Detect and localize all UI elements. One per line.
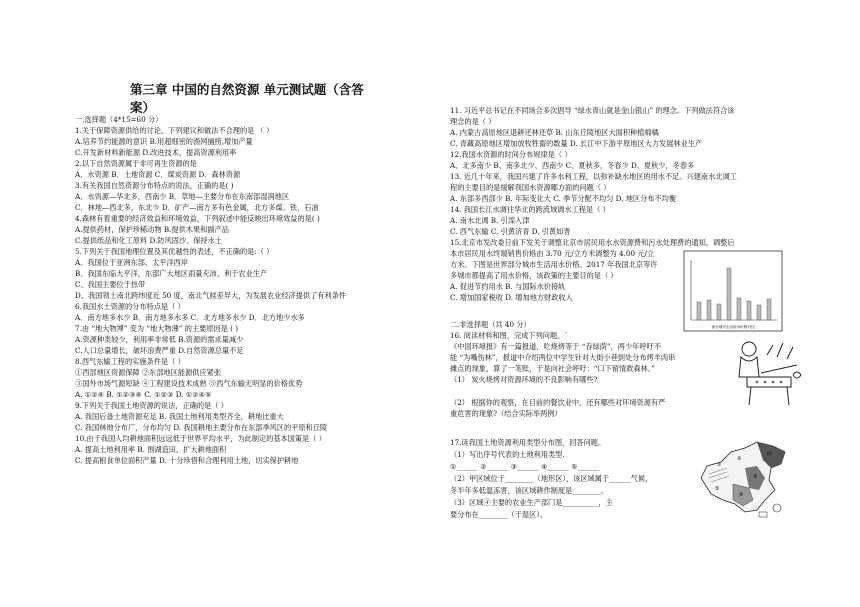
text-line: A、我国位于亚洲东部、太平洋西岸 [75, 258, 189, 267]
text-line: 17.读我国土地资源利用类型分布图，回答问题。 [450, 438, 606, 447]
text-line: C. 西气东输 C. 引黄济青 D. 引黄如晋 [450, 227, 571, 236]
text-line: 15.北京市发改委日前下发关于调整北京市居民用水水资源费和污水处理费的通知，调整后 [450, 238, 735, 247]
china-land-use-map [693, 438, 793, 520]
text-line: C.人口总量增长，破坏浪费严重 D.自然资源总量不足 [75, 346, 244, 355]
text-line: ①______ ②______ ③______ ④______ ⑤______ [450, 462, 600, 471]
text-line: 冬半年多低温冻害，该区域耕作制度是________。 [450, 486, 609, 495]
svg-text:④: ④ [739, 492, 744, 498]
svg-text:甲: 甲 [767, 452, 773, 458]
text-line: B、我国东临大平洋，东部广大地区雨量充沛，利于农业生产 [75, 269, 268, 278]
text-line: 摊点的现象，算了一笔账，于是向社会呼吁：“口下留情救森林。” [450, 364, 656, 373]
text-line: A、北多南少 B、南多北少、西南少 C、夏秋多，冬春少 D、夏秋少，冬春多 [450, 161, 695, 170]
text-line: A. 提高土地利用率 B. 围湖造田，扩大耕地面积 [75, 445, 227, 454]
text-line: A. 东部多西部少 B. 年际变化大 C. 季节分配不均匀 D. 地区分布不均衡 [450, 194, 677, 203]
text-line: C. 青藏高原地区增加放牧牲畜的数量 D. 长江中下游平原地区大力发展林业生产 [450, 139, 703, 148]
text-line: 2.以下自然资源属于非可再生资源的是 [75, 159, 197, 168]
text-line: 12.我国水资源的时间分布规律是（ ） [450, 150, 572, 159]
text-line: 13. 近几十年来，我国兴建了许多水利工程，以弥补缺水地区的用水不足。兴建南水北调工 [450, 172, 737, 181]
chart-caption: 部分城市生活用水价格对比 [711, 325, 755, 329]
text-line: A. 促进节约用水 B. 与国际水价接轨 [450, 282, 566, 291]
svg-text:③: ③ [753, 474, 758, 480]
text-line: 14. 我国长江水调往华北的跨流域调水工程是（ ） [450, 205, 610, 214]
text-line: （1）写出序号代表的土地利用类型. [450, 450, 565, 459]
text-line: 8.西气东输工程的实施条件是（ ） [75, 357, 185, 366]
text-line: 4.森林有着重要的经济效益和环境效益，下列叙述中能反映出环境效益的是( ) [75, 214, 320, 223]
text-line: 《中国环境报》有一篇报道，吃烧烤等于 “吞绿荫”，两少年呼吁不 [450, 342, 661, 351]
text-line: 16. 阅读材料和图，完成下列问题。` [450, 331, 568, 340]
text-line: （3）区域④主要的农业生产部门是__________，主 [450, 498, 613, 507]
svg-text:⑤: ⑤ [715, 486, 720, 492]
text-line: A. 内蒙古高原地区退耕还林还草 B. 山东丘陵地区大面积种植棉橘 [450, 128, 659, 137]
text-line: C、我国主要位于热带 [75, 280, 146, 289]
text-line: A．水资源 B．土地资源 C．煤炭资源 D．森林资源 [75, 170, 241, 179]
text-line: A. 南水北调 B. 引滦入津 [450, 216, 530, 225]
text-line: 1.关于保障资源供给的讨论，下列建议和做法不合理的是 （ ） [75, 126, 274, 135]
svg-text:①: ① [717, 462, 722, 468]
text-line: 6.我国水土资源的分布特点是（ ） [75, 302, 185, 311]
text-line: 10.由于我国人均耕地面积远远低于世界平均水平，为此制定的基本国策是（ ） [75, 434, 326, 443]
text-line: 要分布在________（干湿区）。 [450, 510, 548, 519]
text-line: 能 “为嘴伤林”，报道中介绍两位中学生针对大街小巷到处分布烤羊肉串 [450, 353, 676, 362]
text-line: 一.选择题（4*15=60 分） [75, 115, 163, 124]
text-line: A. 我国后备土地资源充足 B. 我国土地利用类型齐全，耕地比重大 [75, 412, 284, 421]
water-price-chart-figure [683, 250, 783, 332]
text-line: （1） 炭火烧烤对资源环境的不良影响有哪些? [450, 375, 598, 384]
text-line: C. 提高粮食单位面积产量 D. 十分珍惜和合理利用土地，切实保护耕地 [75, 456, 299, 465]
text-line: 重危害的现象?（结合实际举两例） [450, 409, 562, 418]
text-line: ①西部地区资源保障 ②东部地区能源供应紧张 [75, 368, 222, 377]
text-line: 5.下列关于我国地理位置及其优越性的表述，不正确的是:（ ） [75, 247, 274, 256]
text-line: 方米。下图是世界部分城市生活用水价格。2017 年我国北京等许 [450, 260, 658, 269]
barbecue-illustration [727, 335, 807, 410]
text-line: （2） 根据你的观察，在目前的餐饮业中，还有哪些对环境资源有严 [450, 398, 666, 407]
text-line: 11. 习近平总书记在不同场合多次倡导 “绿水青山就是金山银山” 的理念。下列做法符合该 [450, 106, 735, 115]
text-line: A.资源种类较少，利用率非常低 B.资源的需求量减少 [75, 335, 244, 344]
text-line: 二.非选择题（共 40 分） [450, 320, 531, 329]
text-line: D、我国领土南北跨纬度近 50 度，南北气候差异大，为发展农业经济提供了有利条件 [75, 291, 347, 300]
text-line: 多城市都提高了用水价格，该政策的主要目的是（ ） [450, 271, 618, 280]
text-line: C.提供纸品和化工原料 D.防风固沙、保持水土 [75, 236, 222, 245]
text-line: C.开发新材料新能源 D.改进技术，提高资源利用率 [75, 148, 237, 157]
text-line: A.培养节约能源的意识 B.用超细密的渔网捕捞,增加产量 [75, 137, 253, 146]
text-line: 3.有关我国自然资源分布特点的说法，正确的是( ) [75, 181, 234, 190]
text-line: C. 我国林地分布广，分布均匀 D. 我国耕地主要分布在东部季风区的平原和丘陵 [75, 423, 328, 432]
text-line: 本市居民用水终端销售价格由 3.70 元/立方米调整为 4.00 元/立 [450, 249, 655, 258]
text-line: A．南方地多水少 B．南方地多水多 C．北方地多水少 D．北方地少水多 [75, 313, 305, 322]
text-line: 理念的是（ ） [450, 117, 496, 126]
text-line: C. 增加国家税收 D. 增加地方财政收入 [450, 293, 573, 302]
text-line: 9.下列关于我国土地资源的说法，正确的是（ ） [75, 401, 228, 410]
text-line: ③国外市场气源短缺 ④工程建设技术成熟 ⑤西气东输无明显的价格优势 [75, 379, 303, 388]
text-line: 程的主要目的是缓解我国水资源哪方面的问题（ ） [450, 183, 611, 192]
page-title: 第三章 中国的自然资源 单元测试题（含答案） [130, 82, 364, 115]
text-line: A．水资源—华北多，西南少 B．草地—主要分布在东南部湿润地区 [75, 192, 290, 201]
svg-text:②: ② [737, 456, 742, 462]
text-line: （2）甲区域位于________（地形区），该区域属于______气候， [450, 474, 653, 483]
text-line: A.提供药材，保护珍稀动物 B.提供木果和副产品 [75, 225, 229, 234]
text-line: C．林地—西北多，东北少 D．矿产—南方多有色金属，北方多煤、铁、石油 [75, 203, 319, 212]
text-line: A. ①②④ B. ①②③④ C. ①②③ D. ①②④⑤ [75, 390, 212, 399]
text-line: 7.由 “地大物博” 变为 “地大物薄” 的主要原因是 ( ) [75, 324, 239, 333]
